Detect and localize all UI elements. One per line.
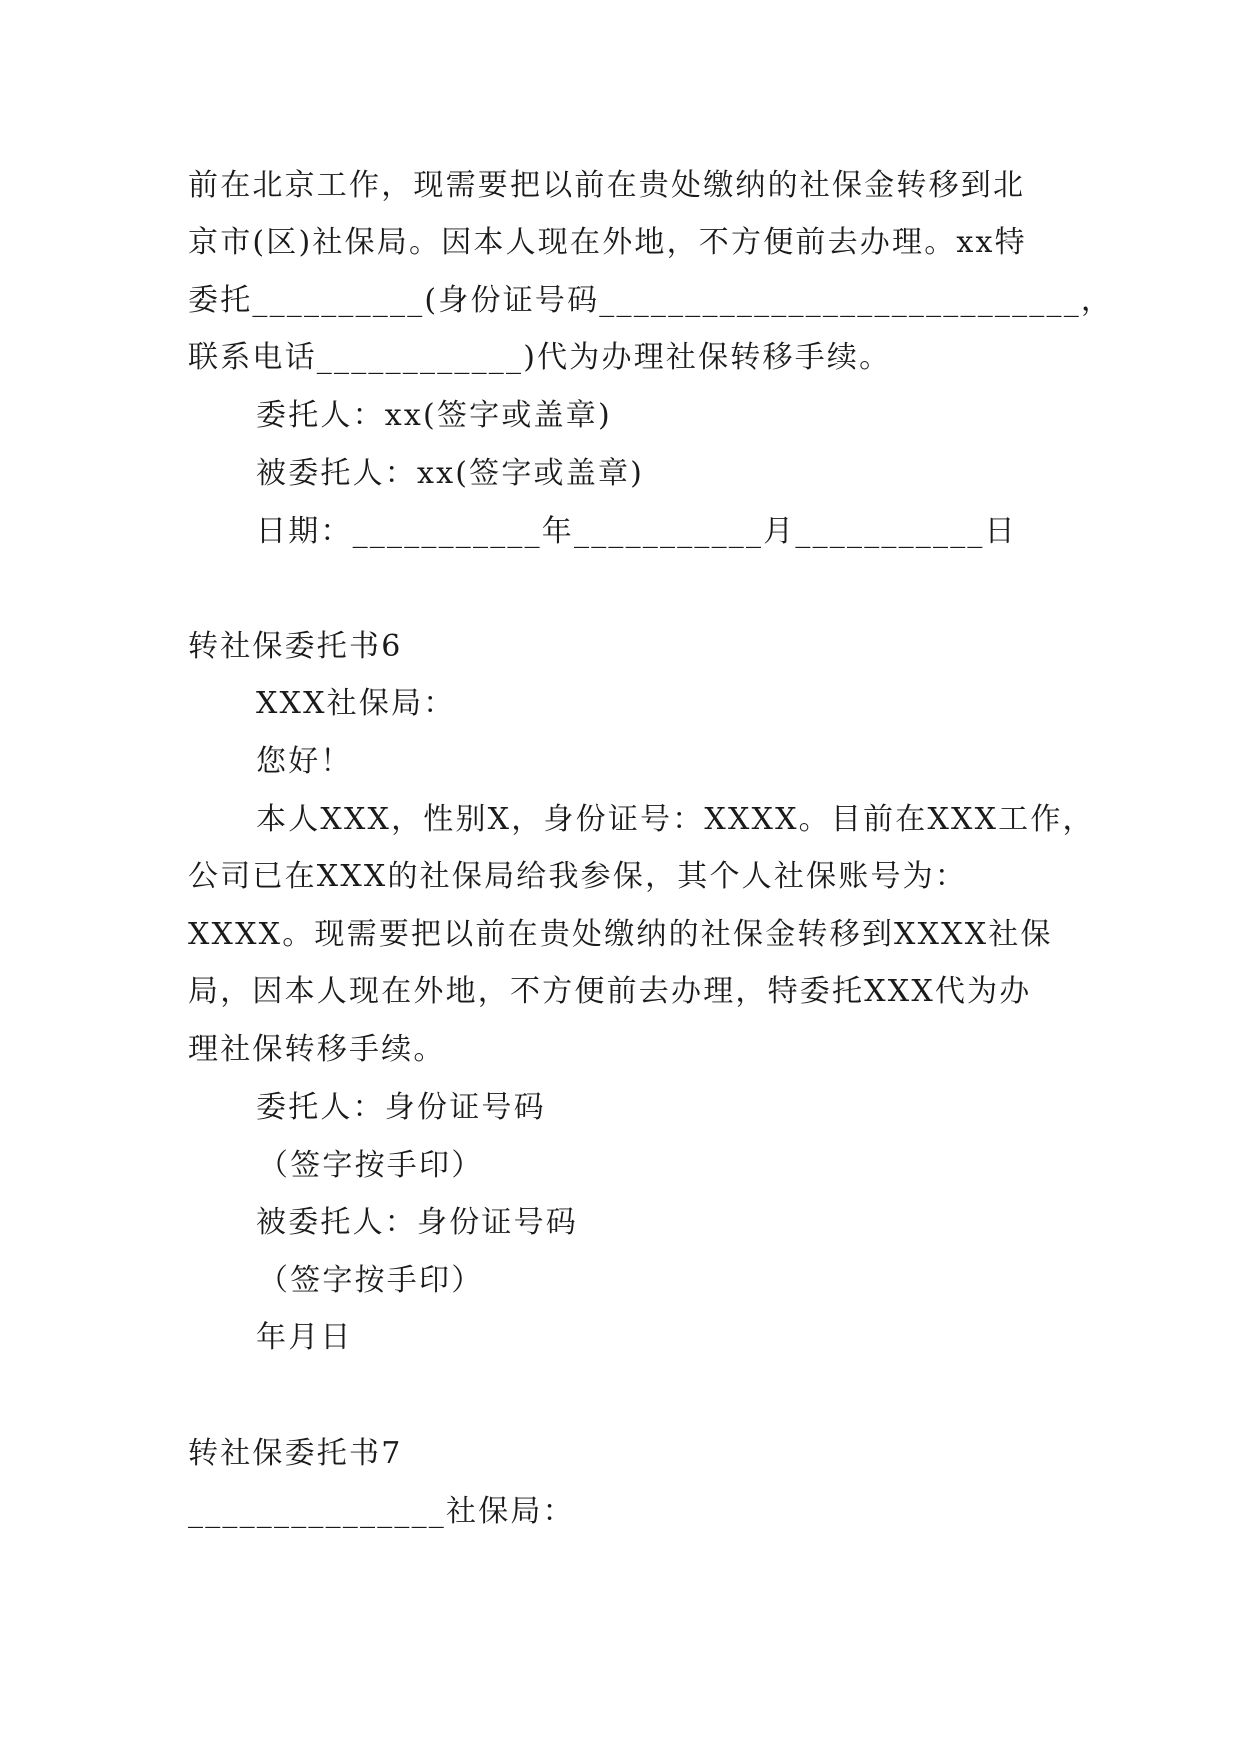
- prior-body-line-1: 前在北京工作，现需要把以前在贵处缴纳的社保金转移到北: [188, 168, 1026, 203]
- letter7-salutation: _______________社保局：: [188, 1494, 575, 1529]
- letter6-principal-line: 委托人：身份证号码: [256, 1090, 546, 1125]
- prior-body-line-3: 委托__________(身份证号码____________________________，: [188, 283, 1114, 318]
- letter6-body-line-4: 局，因本人现在外地，不方便前去办理，特委托XXX代为办: [188, 974, 1032, 1009]
- letter6-principal-sign: （签字按手印）: [258, 1148, 484, 1183]
- prior-body-line-4: 联系电话____________)代为办理社保转移手续。: [188, 340, 892, 375]
- letter7-title: 转社保委托书7: [188, 1436, 403, 1471]
- prior-principal-line: 委托人：xx(签字或盖章): [256, 398, 612, 433]
- letter6-agent-sign: （签字按手印）: [258, 1263, 484, 1298]
- letter6-body-line-5: 理社保转移手续。: [188, 1032, 446, 1067]
- letter6-title: 转社保委托书6: [188, 629, 403, 664]
- letter6-body-line-1: 本人XXX，性别X，身份证号：XXXX。目前在XXX工作，: [256, 802, 1095, 837]
- prior-date-line: 日期：___________年___________月___________日: [256, 514, 1017, 549]
- letter6-date-line: 年月日: [256, 1320, 353, 1355]
- prior-body-line-2: 京市(区)社保局。因本人现在外地，不方便前去办理。xx特: [188, 225, 1027, 260]
- letter6-body-line-3: XXXX。现需要把以前在贵处缴纳的社保金转移到XXXX社保: [188, 917, 1053, 952]
- letter6-body-line-2: 公司已在XXX的社保局给我参保，其个人社保账号为：: [188, 859, 968, 894]
- prior-agent-line: 被委托人：xx(签字或盖章): [256, 456, 645, 491]
- letter6-greeting: 您好！: [256, 744, 353, 779]
- letter6-salutation: XXX社保局：: [256, 686, 456, 721]
- letter6-agent-line: 被委托人：身份证号码: [256, 1205, 578, 1240]
